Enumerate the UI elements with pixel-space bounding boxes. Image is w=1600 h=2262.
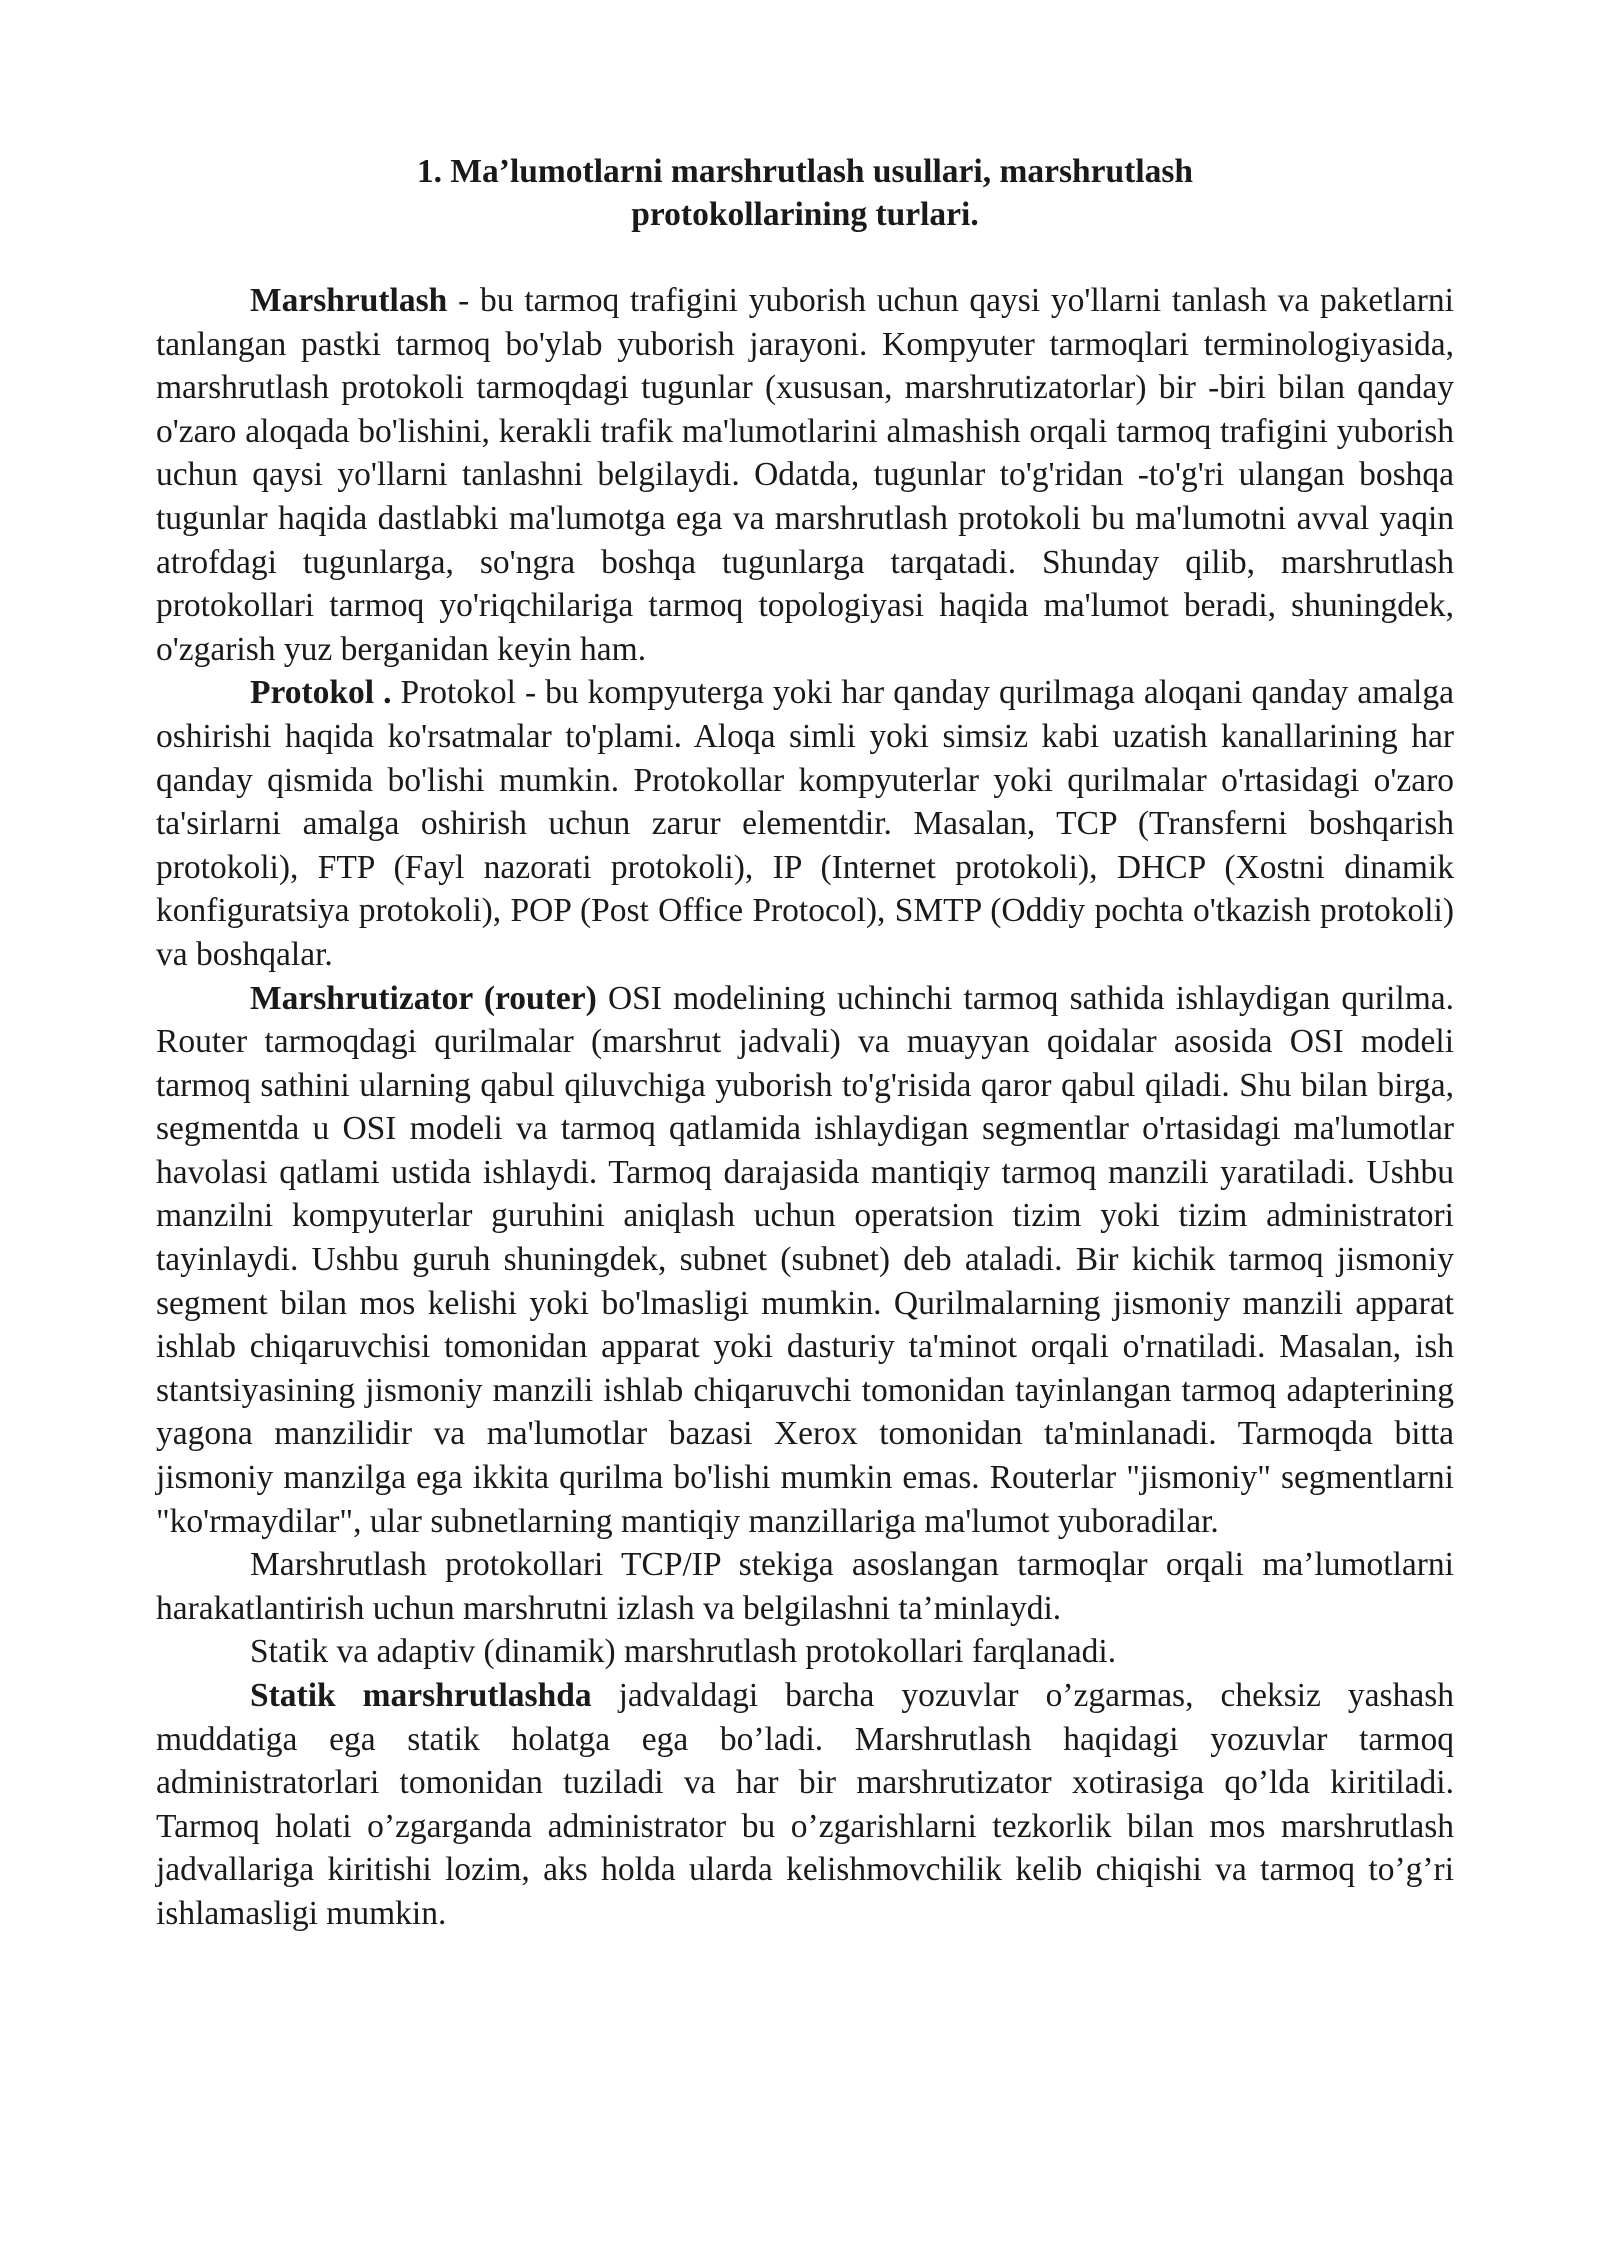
paragraph-text: - bu tarmoq trafigini yuborish uchun qaysi yo'llarni tanlash va paketlarni tanlangan pastki tarmoq bo'ylab yuborish jarayoni. Kompyuter tarmoqlari terminologiyasida, marshrutlash protokoli tarmoqdagi tugunlar (xususan, marshrutizatorlar) bir -biri bilan qanday o'zaro aloqada bo'lishini, kerakli trafik ma'lumotlarini almashish orqali tarmoq trafigini yuborish uchun qaysi yo'llarni tanlashni belgilaydi. Odatda, tugunlar to'g'ridan -to'g'ri ulangan boshqa tugunlar haqida dastlabki ma'lumotga ega va marshrutlash protokoli bu ma'lumotni avval yaqin atrofdagi tugunlarga, so'ngra boshqa tugunlarga tarqatadi. Shunday qilib, marshrutlash protokollari tarmoq yo'riqchilariga tarmoq topologiyasi haqida ma'lumot beradi, shuningdek, o'zgarish yuz berganidan keyin ham.	[156, 282, 1454, 668]
paragraph-text: Marshrutlash protokollari TCP/IP stekiga asoslangan tarmoqlar orqali ma’lumotlarni harakatlantirish uchun marshrutni izlash va belgilashni ta’minlaydi.	[156, 1546, 1454, 1627]
paragraph-protokol	[156, 671, 1454, 976]
paragraph-marshrutlash	[156, 279, 1454, 671]
paragraph-protocol-types	[156, 1630, 1454, 1674]
paragraph-text: Statik va adaptiv (dinamik) marshrutlash protokollari farqlanadi.	[250, 1633, 1117, 1671]
term-statik-marshrutlash: Statik marshrutlashda	[250, 1677, 592, 1714]
document-page	[156, 150, 1454, 1936]
paragraph-text: jadvaldagi barcha yozuvlar o’zgarmas, cheksiz yashash muddatiga ega statik holatga ega bo’ladi. Marshrutlash haqidagi yozuvlar tarmoq administratorlari tomonidan tuziladi va har bir marshrutizator xotirasiga qo’lda kiritiladi. Tarmoq holati o’zgarganda administrator bu o’zgarishlarni tezkorlik bilan mos marshrutlash jadvallariga kiritishi lozim, aks holda ularda kelishmovchilik kelib chiqishi va tarmoq to’g’ri ishlamasligi mumkin.	[156, 1677, 1454, 1932]
paragraph-tcpip	[156, 1543, 1454, 1630]
title-line-2: protokollarining turlari.	[631, 196, 979, 233]
paragraph-text: OSI modelining uchinchi tarmoq sathida ishlaydigan qurilma. Router tarmoqdagi qurilmalar (marshrut jadvali) va muayyan qoidalar asosida OSI modeli tarmoq sathini ularning qabul qiluvchiga yuborish to'g'risida qaror qabul qiladi. Shu bilan birga, segmentda u OSI modeli va tarmoq qatlamida ishlaydigan segmentlar o'rtasidagi ma'lumotlar havolasi qatlami ustida ishlaydi. Tarmoq darajasida mantiqiy tarmoq manzili yaratiladi. Ushbu manzilni kompyuterlar guruhini aniqlash uchun operatsion tizim yoki tizim administratori tayinlaydi. Ushbu guruh shuningdek, subnet (subnet) deb ataladi. Bir kichik tarmoq jismoniy segment bilan mos kelishi yoki bo'lmasligi mumkin. Qurilmalarning jismoniy manzili apparat ishlab chiqaruvchisi tomonidan apparat yoki dasturiy ta'minot orqali o'rnatiladi. Masalan, ish stantsiyasining jismoniy manzili ishlab chiqaruvchi tomonidan tayinlangan tarmoq adapterining yagona manzilidir va ma'lumotlar bazasi Xerox tomonidan ta'minlanadi. Tarmoqda bitta jismoniy manzilga ega ikkita qurilma bo'lishi mumkin emas. Routerlar "jismoniy" segmentlarni "ko'rmaydilar", ular subnetlarning mantiqiy manzillariga ma'lumot yuboradilar.	[156, 979, 1454, 1540]
paragraph-marshrutizator	[156, 977, 1454, 1544]
page-title	[156, 150, 1454, 236]
term-protokol: Protokol .	[250, 674, 392, 712]
paragraph-statik	[156, 1674, 1454, 1936]
term-marshrutizator: Marshrutizator (router)	[250, 979, 597, 1017]
paragraph-text: Protokol - bu kompyuterga yoki har qanday qurilmaga aloqani qanday amalga oshirishi haqida ko'rsatmalar to'plami. Aloqa simli yoki simsiz kabi uzatish kanallarining har qanday qismida bo'lishi mumkin. Protokollar kompyuterlar yoki qurilmalar o'rtasidagi o'zaro ta'sirlarni amalga oshirish uchun zarur elementdir. Masalan, TCP (Transferni boshqarish protokoli), FTP (Fayl nazorati protokoli), IP (Internet protokoli), DHCP (Xostni dinamik konfiguratsiya protokoli), POP (Post Office Protocol), SMTP (Oddiy pochta o'tkazish protokoli) va boshqalar.	[156, 674, 1454, 973]
term-marshrutlash: Marshrutlash	[250, 282, 448, 319]
title-line-1: 1. Ma’lumotlarni marshrutlash usullari, marshrutlash	[416, 153, 1194, 190]
